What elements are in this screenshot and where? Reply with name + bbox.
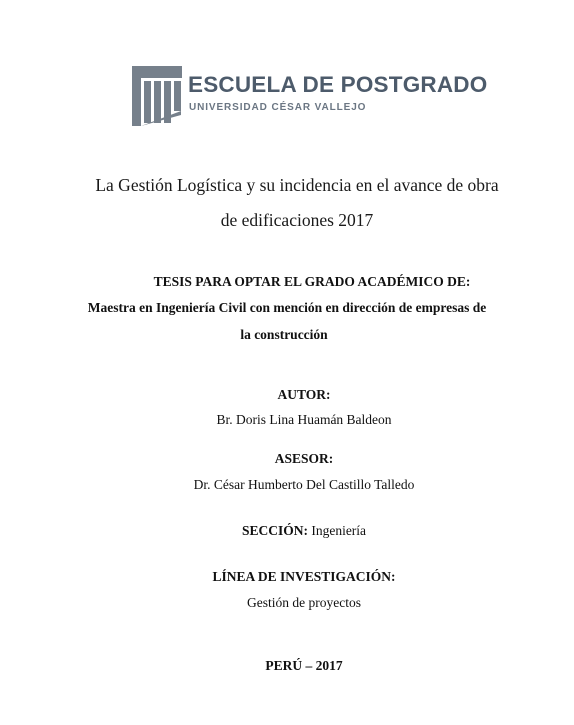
logo-subtitle: UNIVERSIDAD CÉSAR VALLEJO xyxy=(189,102,367,113)
thesis-title-line-2: de edificaciones 2017 xyxy=(220,210,374,230)
advisor-label: ASESOR: xyxy=(274,451,334,466)
section-value: Ingeniería xyxy=(311,523,367,538)
author-label: AUTOR: xyxy=(277,387,331,402)
research-line-label: LÍNEA DE INVESTIGACIÓN: xyxy=(212,569,396,584)
degree-name-line-1: Maestra en Ingeniería Civil con mención en dirección de empresas de xyxy=(87,300,487,315)
degree-heading: TESIS PARA OPTAR EL GRADO ACADÉMICO DE: xyxy=(153,274,471,289)
logo-title: ESCUELA DE POSTGRADO xyxy=(188,72,488,97)
ucv-emblem-icon xyxy=(132,66,182,126)
place-year: PERÚ – 2017 xyxy=(265,658,343,673)
author-name: Br. Doris Lina Huamán Baldeon xyxy=(216,412,392,427)
advisor-name: Dr. César Humberto Del Castillo Talledo xyxy=(193,477,415,492)
degree-name-line-2: la construcción xyxy=(240,327,328,342)
section-line xyxy=(17,524,574,538)
research-line-value: Gestión de proyectos xyxy=(247,595,361,610)
university-logo xyxy=(132,66,488,126)
thesis-title-line-1: La Gestión Logística y su incidencia en el avance de obra xyxy=(95,175,499,195)
section-label: SECCIÓN: xyxy=(241,523,308,538)
